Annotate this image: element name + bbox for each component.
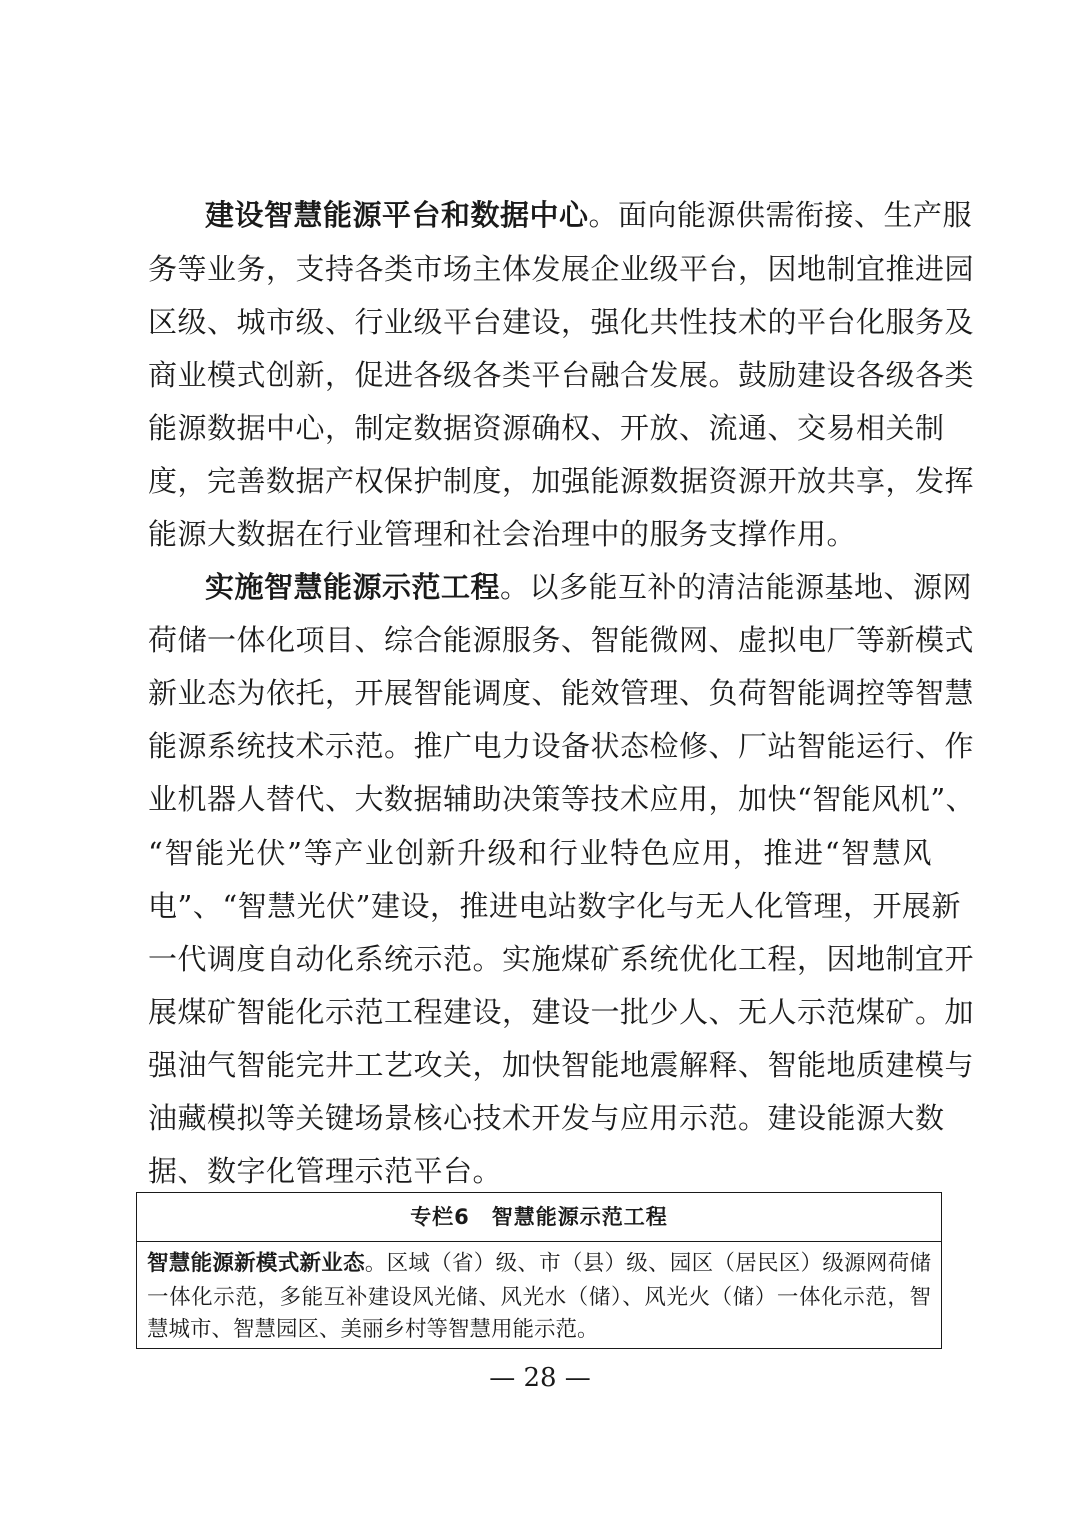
paragraph-line: 展煤矿智能化示范工程建设，建设一批少人、无人示范煤矿。加 <box>148 995 975 1029</box>
paragraph-line: 实施智慧能源示范工程。以多能互补的清洁能源基地、源网 <box>205 570 973 604</box>
paragraph-line: 建设智慧能源平台和数据中心。面向能源供需衔接、生产服 <box>205 198 973 232</box>
column-box <box>136 1192 942 1349</box>
page-number: — 28 — <box>489 1363 591 1393</box>
paragraph-line: 区级、城市级、行业级平台建设，强化共性技术的平台化服务及 <box>148 305 975 339</box>
column-box-title: 专栏6 智慧能源示范工程 <box>137 1193 941 1242</box>
paragraph-heading: 实施智慧能源示范工程 <box>205 570 501 604</box>
paragraph-line: 油藏模拟等关键场景核心技术开发与应用示范。建设能源大数 <box>148 1101 945 1135</box>
paragraph-line: 业机器人替代、大数据辅助决策等技术应用，加快“智能风机”、 <box>148 782 976 816</box>
paragraph-line: 据、数字化管理示范平台。 <box>148 1154 503 1188</box>
paragraph-line: 能源系统技术示范。推广电力设备状态检修、厂站智能运行、作 <box>148 729 975 763</box>
paragraph-line: “智能光伏”等产业创新升级和行业特色应用，推进“智慧风 <box>148 836 932 870</box>
paragraph-line: 务等业务，支持各类市场主体发展企业级平台，因地制宜推进园 <box>148 252 975 286</box>
paragraph-line: 能源数据中心，制定数据资源确权、开放、流通、交易相关制 <box>148 411 945 445</box>
paragraph-heading: 建设智慧能源平台和数据中心 <box>205 198 589 232</box>
paragraph-line: 一代调度自动化系统示范。实施煤矿系统优化工程，因地制宜开 <box>148 942 975 976</box>
column-box-line: 智慧能源新模式新业态。区域（省）级、市（县）级、园区（居民区）级源网荷储 <box>147 1251 931 1276</box>
paragraph-line: 电”、“智慧光伏”建设，推进电站数字化与无人化管理，开展新 <box>148 889 961 923</box>
paragraph-line: 度，完善数据产权保护制度，加强能源数据资源开放共享，发挥 <box>148 464 975 498</box>
paragraph-line: 商业模式创新，促进各级各类平台融合发展。鼓励建设各级各类 <box>148 358 975 392</box>
paragraph-line: 强油气智能完井工艺攻关，加快智能地震解释、智能地质建模与 <box>148 1048 975 1082</box>
column-box-heading: 智慧能源新模式新业态 <box>147 1251 365 1276</box>
column-box-line: 一体化示范，多能互补建设风光储、风光水（储）、风光火（储）一体化示范，智 <box>147 1285 931 1310</box>
column-box-line: 慧城市、智慧园区、美丽乡村等智慧用能示范。 <box>147 1317 599 1342</box>
paragraph-line: 新业态为依托，开展智能调度、能效管理、负荷智能调控等智慧 <box>148 676 975 710</box>
paragraph-line: 荷储一体化项目、综合能源服务、智能微网、虚拟电厂等新模式 <box>148 623 975 657</box>
paragraph-line: 能源大数据在行业管理和社会治理中的服务支撑作用。 <box>148 517 857 551</box>
